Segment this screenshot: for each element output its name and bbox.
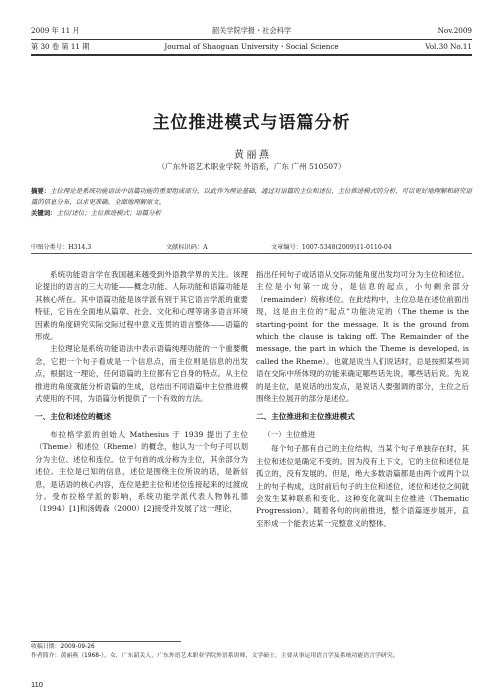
header-row-bottom [31, 42, 472, 52]
author-bio: 作者简介：黄丽燕（1968-），女，广东韶关人，广东外语艺术职业学院外语系讲师，文学硕士，主要从事运用语言学及系统功能语言学研究。 [31, 653, 399, 659]
body-paragraph: 每个句子都有自己的主位结构，当某个句子单独存在时，其主位和述位是确定不变的。因为没有上下文，它的主位和述位是孤立的，没有发展的。但是，绝大多数语篇都是由两个或两个以上的句子构成，这时前后句子的主位和述位，述位和述位之间就会发生某种联系和变化。这种变化就叫主位推进（Thematic Progression）。随着各句的向前推进，整个语篇逐步展开，直至形成一个能表达某一完整意义的整体。 [256, 444, 469, 528]
header-journal-en: Journal of Shaoguan University・Social Science [164, 42, 339, 51]
keywords-text: 主位/述位；主位推进模式；语篇分析 [56, 209, 161, 218]
section-heading: 二、主位推进和主位推进模式 [256, 412, 355, 422]
subsection-heading: （一）主位推进 [263, 429, 316, 439]
keywords-label: 关键词： [31, 209, 57, 218]
document-code: 文献标识码：A [166, 244, 208, 251]
received-date: 收稿日期：2009-09-26 [31, 644, 95, 650]
article-title: 主位推进模式与语篇分析 [152, 113, 351, 133]
header-date-en: Nov.2009 [437, 26, 472, 35]
abstract-block [31, 186, 472, 220]
page-number: 110 [31, 680, 43, 689]
header-volume-cn: 第 30 卷 第 11 期 [31, 42, 90, 51]
section-heading: 一、主位和述位的概述 [35, 412, 111, 422]
body-paragraph: 布拉格学派的创始人 Mathesius 于 1939 提出了主位（Theme）和述位（Rheme）的概念，他认为一个句子可以划分为主位、述位和连位。位于句首的成分称为主位，其余部分为述位。主位是已知的信息，述位是围绕主位所说的话，是新信息，是话语的核心内容，连位是把主位和述位连接起来的过渡成分。受布拉格学派的影响，系统功能学派代表人物韩礼德（1994）[1]和汤姆森（2000）[2]接受并发展了这一理论， [35, 429, 248, 514]
left-column [35, 269, 248, 516]
header-journal-cn: 韶关学院学报・社会科学 [211, 26, 292, 35]
author-affiliation: （广东外语艺术职业学院 外语系，广东 广州 510507） [157, 162, 346, 171]
header-volume-en: Vol.30 No.11 [425, 42, 472, 51]
right-column [256, 269, 469, 530]
footnote-rule [31, 641, 181, 642]
abstract [31, 186, 472, 208]
header-date: 2009 年 11 月 [31, 26, 80, 35]
header-row-top [31, 26, 472, 36]
header-rule-thick [31, 54, 472, 56]
clc-number: 中图分类号：H314.3 [31, 244, 92, 251]
article-number: 文章编号：1007-5348(2009)11-0110-04 [271, 244, 392, 251]
author-name: 黄 丽 燕 [234, 150, 269, 161]
running-header [31, 24, 472, 58]
body-paragraph: 系统功能语言学在我国越来越受到外语教学界的关注。该理论提出的语言的三大功能——概念功能、人际功能和语篇功能是其核心所在。其中语篇功能是该学派有别于其它语言学派的重要特征，它旨在全面地从篇章、社会、文化和心理等诸多语言环境因素的角度研究实际交际过程中意义连贯的语言整体——语篇的形成。 [35, 270, 248, 342]
abstract-label: 摘要： [31, 187, 51, 195]
keywords [31, 208, 472, 219]
abstract-divider [31, 253, 472, 254]
abstract-text: 主位理论是系统功能语法中语篇功能的重要组成部分，以此作为理论基础，通过对语篇的主位和述位、主位推进模式的分析，可以更好地理解和研究语篇的信息分布，以求更准确、全面地理解原文。 [31, 187, 472, 207]
header-rule [31, 39, 472, 40]
footnote [31, 643, 472, 661]
body-paragraph: 指出任何句子或话语从交际功能角度出发均可分为主位和述位。主位是小句第一成分，是信息的起点，小句剩余部分（remainder）统称述位。在此结构中，主位总是在述位前面出现，这是由主位的“起点”功能决定的（The theme is the starting-point for the message. It is the ground from which the clause is taking off. The Remainder of the message, the part in which the Theme is developed, is called the Rheme）。也就是说当人们说话时，总是按照某些词语在交际中所体现的功能来确定哪些话先说，哪些话后说。先说的是主位，是说话的出发点，是说话人要强调的部分，主位之后围绕主位展开的部分是述位。 [256, 270, 469, 404]
body-paragraph: 主位理论是系统功能语法中表示语篇纯理功能的一个重要概念，它把一个句子看成是一个信息点，而主位则是信息的出发点，根据这一理论，任何语篇的主位都有它自身的特点。从主位推进的角度就能分析语篇的生成，总结出不同语篇中主位推进模式使用的不同，为语篇分析提供了一个有效的方法。 [35, 344, 248, 404]
